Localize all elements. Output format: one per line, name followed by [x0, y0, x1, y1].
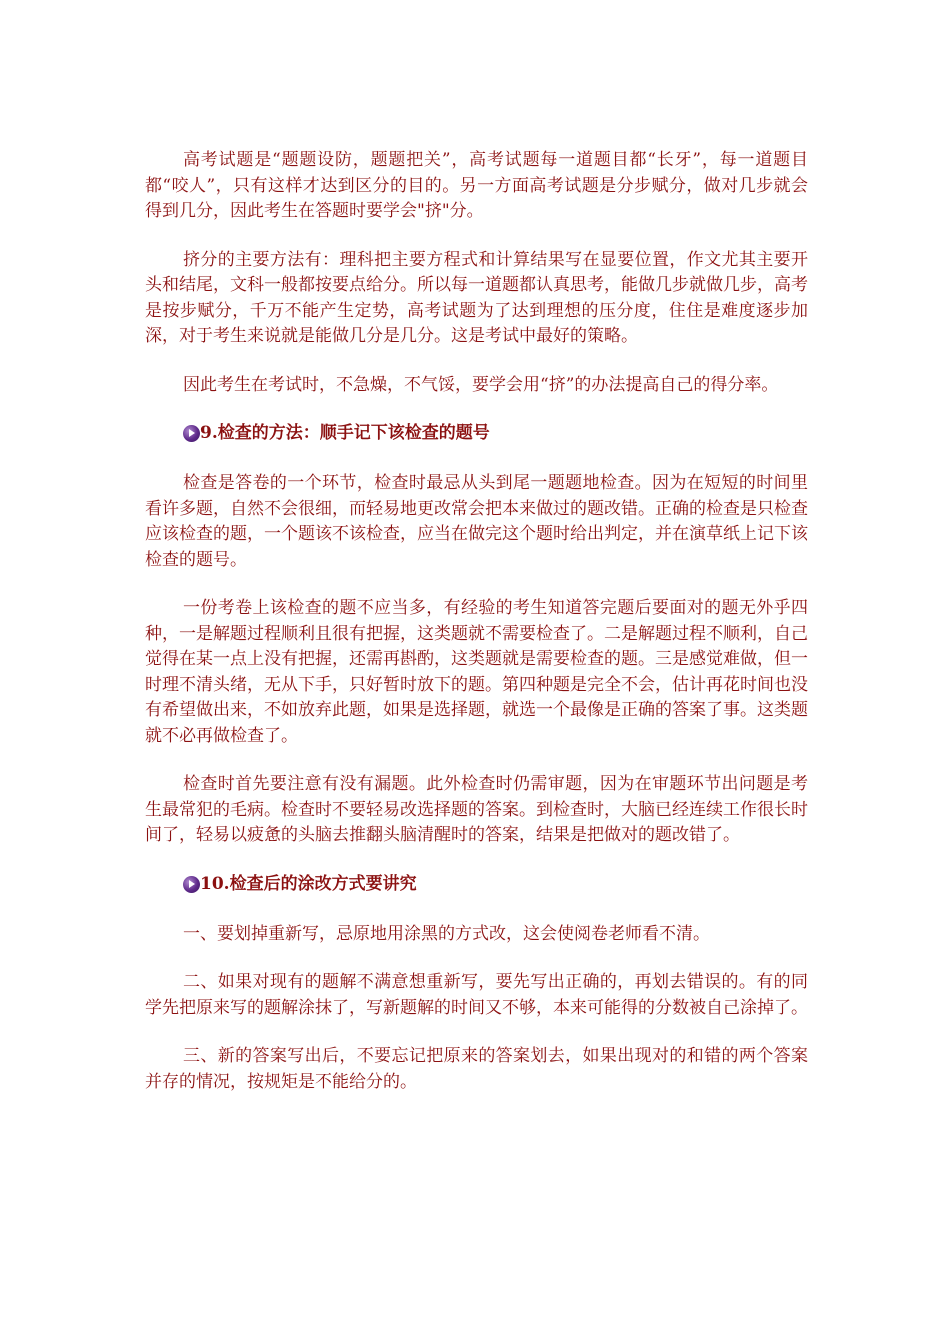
paragraph-squeeze-conclusion: 因此考生在考试时，不急燥，不气馁，要学会用“挤”的办法提高自己的得分率。 — [183, 374, 779, 395]
paragraph-rule-three: 三、新的答案写出后，不要忘记把原来的答案划去，如果出现对的和错的两个答案并存的情况，按规矩是不能给分的。 — [145, 1046, 808, 1092]
section-heading-9 — [145, 421, 808, 446]
document-body — [145, 148, 808, 1118]
section-heading-10 — [145, 872, 808, 897]
paragraph-rule-two: 二、如果对现有的题解不满意想重新写，要先写出正确的，再划去错误的。有的同学先把原来写的题解涂抹了，写新题解的时间又不够，本来可能得的分数被自己涂掉了。 — [145, 972, 808, 1018]
play-circle-icon — [183, 876, 200, 893]
paragraph-check-missing: 检查时首先要注意有没有漏题。此外检查时仍需审题，因为在审题环节出问题是考生最常犯的毛病。检查时不要轻易改选择题的答案。到检查时，大脑已经连续工作很长时间了，轻易以疲惫的头脑去推翻头脑清醒时的答案，结果是把做对的题改错了。 — [145, 774, 808, 845]
paragraph-rule-one: 一、要划掉重新写，忌原地用涂黑的方式改，这会使阅卷老师看不清。 — [183, 923, 710, 944]
paragraph-squeeze-methods: 挤分的主要方法有：理科把主要方程式和计算结果写在显要位置，作文尤其主要开头和结尾，文科一般都按要点给分。所以每一道题都认真思考，能做几步就做几步，高考是按步赋分，千万不能产生定势，高考试题为了达到理想的压分度，住住是难度逐步加深，对于考生来说就是能做几分是几分。这是考试中最好的策略。 — [145, 249, 808, 346]
section-heading-10-text: 10.检查后的涂改方式要讲究 — [200, 873, 417, 894]
paragraph-exam-questions: 高考试题是“题题设防，题题把关”，高考试题每一道题目都“长牙”，每一道题目都“咬人”，只有这样才达到区分的目的。另一方面高考试题是分步赋分，做对几步就会得到几分，因此考生在答题时要学会"挤"分。 — [145, 150, 808, 221]
section-heading-9-text: 9.检查的方法：顺手记下该检查的题号 — [200, 423, 490, 443]
paragraph-four-types: 一份考卷上该检查的题不应当多，有经验的考生知道答完题后要面对的题无外乎四种，一是解题过程顺利且很有把握，这类题就不需要检查了。二是解题过程不顺利，自己觉得在某一点上没有把握，还需再斟酌，这类题就是需要检查的题。三是感觉难做，但一时理不清头绪，无从下手，只好暂时放下的题。第四种题是完全不会，估计再花时间也没有希望做出来，不如放弃此题，如果是选择题，就选一个最像是正确的答案了事。这类题就不必再做检查了。 — [145, 598, 808, 746]
play-circle-icon — [183, 425, 200, 442]
paragraph-check-step: 检查是答卷的一个环节，检查时最忌从头到尾一题题地检查。因为在短短的时间里看许多题，自然不会很细，而轻易地更改常会把本来做过的题改错。正确的检查是只检查应该检查的题，一个题该不该检查，应当在做完这个题时给出判定，并在演草纸上记下该检查的题号。 — [145, 473, 808, 570]
